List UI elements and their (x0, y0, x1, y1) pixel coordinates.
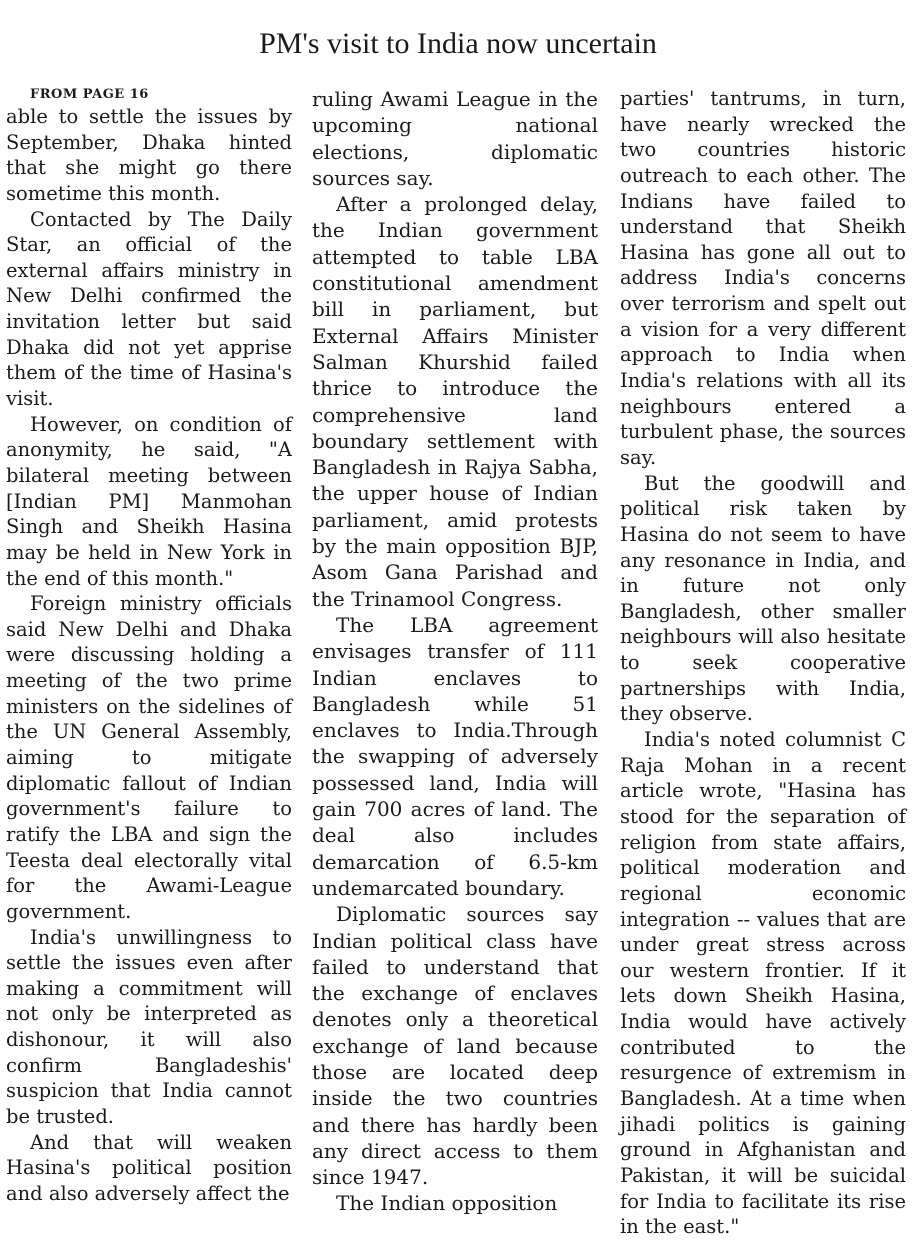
column-3 (620, 86, 906, 1240)
paragraph: Contacted by The Daily Star, an official of the external affairs ministry in New Delhi confirmed the invitation letter but said Dhaka did not yet apprise them of the time of Hasina's visit. (6, 207, 292, 411)
column-2 (312, 86, 598, 1217)
paragraph: The Indian opposition (336, 1191, 558, 1216)
paragraph: able to settle the issues by September, Dhaka hinted that she might go there sometime this month. (6, 105, 292, 205)
paragraph: The LBA agreement envisages transfer of 111 Indian enclaves to Bangladesh while 51 enclaves to India.Through the swapping of adversely possessed land, India will gain 700 acres of land. The deal also includes demarcation of 6.5-km undemarcated boundary. (312, 612, 598, 900)
paragraph: However, on condition of anonymity, he said, "A bilateral meeting between [Indian PM] Manmohan Singh and Sheikh Hasina may be held in New York in the end of this month." (6, 412, 292, 590)
paragraph: parties' tantrums, in turn, have nearly wrecked the two countries historic outreach to each other. The Indians have failed to understand that Sheikh Hasina has gone all out to address India's concerns over terrorism and spelt out a vision for a very different approach to India when India's relations with all its neighbours entered a turbulent phase, the sources say. (620, 87, 906, 469)
paragraph: After a prolonged delay, the Indian government attempted to table LBA constitutional amendment bill in parliament, but External Affairs Minister Salman Khurshid failed thrice to introduce the comprehensive land boundary settlement with Bangladesh in Rajya Sabha, the upper house of Indian parliament, amid protests by the main opposition BJP, Asom Gana Parishad and the Trinamool Congress. (312, 192, 598, 611)
paragraph: India's unwillingness to settle the issues even after making a commitment will not only be interpreted as dishonour, it will also confirm Bangladeshis' suspicion that India cannot be trusted. (6, 925, 292, 1128)
paragraph: But the goodwill and political risk taken by Hasina do not seem to have any resonance in India, and in future not only Bangladesh, other smaller neighbours will also hesitate to seek cooperative partnerships with India, they observe. (620, 471, 906, 726)
paragraph: And that will weaken Hasina's political position and also adversely affect the (6, 1130, 292, 1205)
headline: PM's visit to India now uncertain (259, 27, 657, 60)
continued-from-label: FROM PAGE 16 (30, 87, 149, 102)
column-1 (6, 86, 292, 1207)
paragraph: India's noted columnist C Raja Mohan in a recent article wrote, "Hasina has stood for the separation of religion from state affairs, political moderation and regional economic integration -- values that are under great stress across our western frontier. If it lets down Sheikh Hasina, India would have actively contributed to the resurgence of extremism in Bangladesh. At a time when jihadi politics is gaining ground in Afghanistan and Pakistan, it will be suicidal for India to facilitate its rise in the east." (620, 728, 906, 1239)
paragraph: ruling Awami League in the upcoming national elections, diplomatic sources say. (312, 87, 598, 190)
paragraph: Foreign ministry officials said New Delhi and Dhaka were discussing holding a meeting of the two prime ministers on the sidelines of the UN General Assembly, aiming to mitigate diplomatic fallout of Indian government's failure to ratify the LBA and sign the Teesta deal electorally vital for the Awami-League government. (6, 592, 292, 923)
paragraph: Diplomatic sources say Indian political class have failed to understand that the exchange of enclaves denotes only a theoretical exchange of land because those are located deep inside the two countries and there has hardly been any direct access to them since 1947. (312, 902, 598, 1190)
